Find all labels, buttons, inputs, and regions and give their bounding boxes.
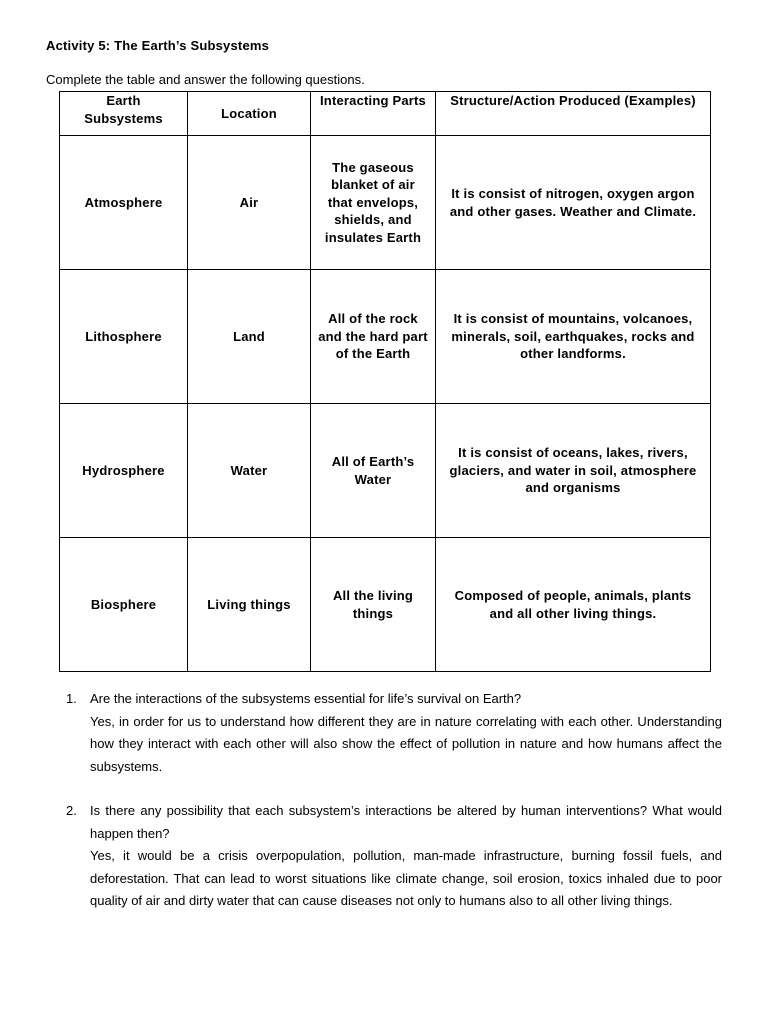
question-text: Is there any possibility that each subsystem’s interactions be altered by human interventions? What would happen then? — [90, 803, 722, 841]
header-interacting-parts: Interacting Parts — [311, 92, 436, 136]
header-structure: Structure/Action Produced (Examples) — [436, 92, 711, 136]
cell-location: Water — [188, 404, 311, 538]
cell-structure: It is consist of nitrogen, oxygen argon and other gases. Weather and Climate. — [436, 136, 711, 270]
answer-text: Yes, in order for us to understand how different they are in nature correlating with each other. Understanding how they interact with each other will also show the effect of pollution in nature and how humans affect the subsystems. — [90, 713, 722, 774]
cell-location: Land — [188, 270, 311, 404]
header-location: Location — [188, 92, 311, 136]
cell-location: Air — [188, 136, 311, 270]
question-body — [90, 688, 722, 778]
cell-subsystem: Biosphere — [60, 538, 188, 672]
answer-text: Yes, it would be a crisis overpopulation, pollution, man-made infrastructure, burning fossil fuels, and deforestation. That can lead to worst situations like climate change, soil erosion, toxics inhaled due to poor quality of air and dirty water that can cause diseases not only to humans also to all other living things. — [90, 848, 722, 908]
cell-structure: It is consist of mountains, volcanoes, minerals, soil, earthquakes, rocks and other landforms. — [436, 270, 711, 404]
cell-structure: Composed of people, animals, plants and all other living things. — [436, 538, 711, 672]
cell-subsystem: Hydrosphere — [60, 404, 188, 538]
cell-structure: It is consist of oceans, lakes, rivers, glaciers, and water in soil, atmosphere and organisms — [436, 404, 711, 538]
question-body — [90, 800, 722, 913]
question-item — [66, 800, 722, 913]
cell-interacting-parts: All of the rock and the hard part of the Earth — [311, 270, 436, 404]
table-row — [60, 136, 711, 270]
instructions: Complete the table and answer the following questions. — [46, 72, 365, 87]
question-item — [66, 688, 722, 778]
question-number: 2. — [66, 803, 77, 818]
cell-interacting-parts: All the living things — [311, 538, 436, 672]
table-row — [60, 270, 711, 404]
cell-location: Living things — [188, 538, 311, 672]
cell-subsystem: Lithosphere — [60, 270, 188, 404]
table-row — [60, 538, 711, 672]
cell-subsystem: Atmosphere — [60, 136, 188, 270]
header-subsystem: Earth Subsystems — [60, 92, 188, 136]
questions-list — [66, 688, 722, 935]
question-text: Are the interactions of the subsystems essential for life’s survival on Earth? — [90, 691, 522, 706]
table-row — [60, 404, 711, 538]
subsystems-table — [59, 91, 711, 672]
cell-interacting-parts: All of Earth’s Water — [311, 404, 436, 538]
question-number: 1. — [66, 691, 77, 706]
page-title: Activity 5: The Earth’s Subsystems — [46, 38, 270, 53]
cell-interacting-parts: The gaseous blanket of air that envelops, shields, and insulates Earth — [311, 136, 436, 270]
table-header-row — [60, 92, 711, 136]
